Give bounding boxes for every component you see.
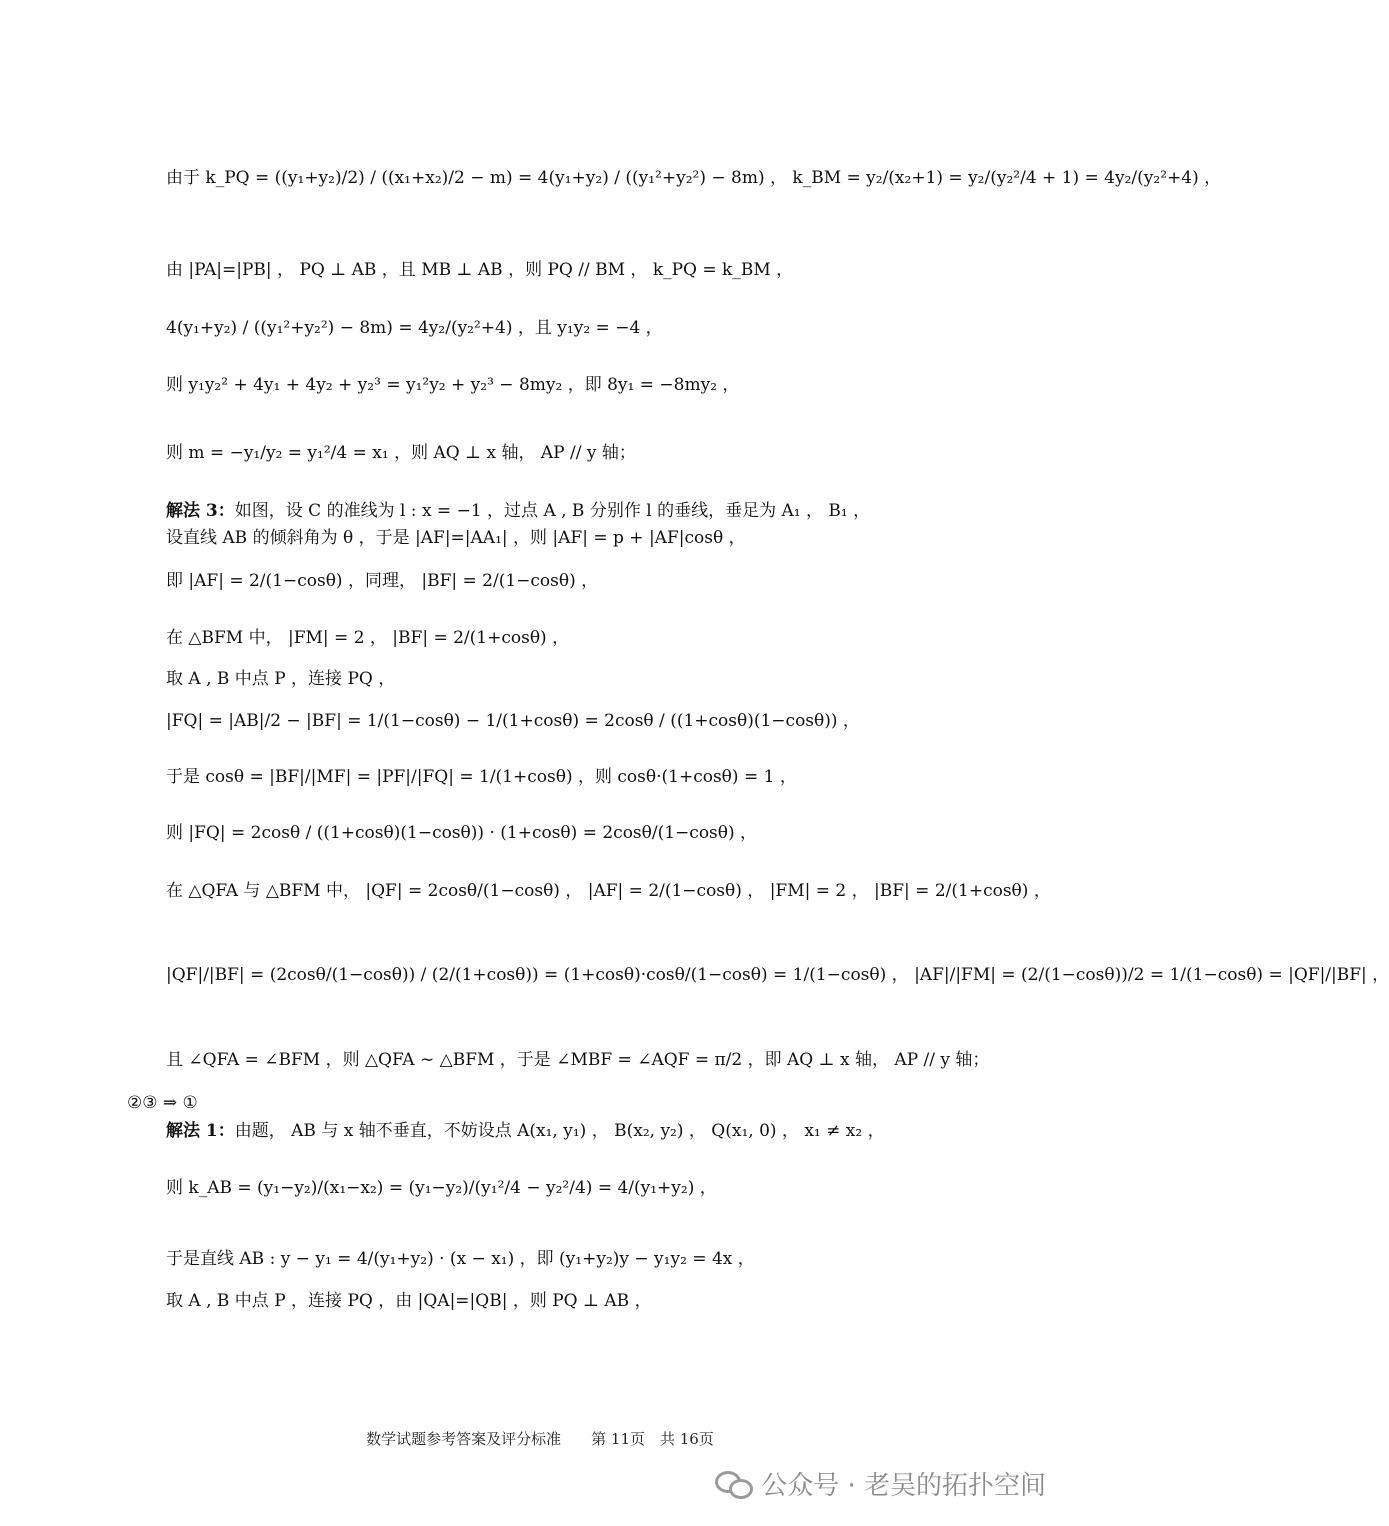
line-text: 则 y₁y₂² + 4y₁ + 4y₂ + y₂³ = y₁²y₂ + y₂³ − 8my₂ ，即 8y₁ = −8my₂ ，: [166, 375, 740, 395]
line-text: 取 A , B 中点 P ，连接 PQ ，: [166, 669, 396, 689]
line-text: 于是 cosθ = |BF|/|MF| = |PF|/|FQ| = 1/(1+cosθ) ，则 cosθ·(1+cosθ) = 1 ，: [166, 767, 797, 787]
solution-label: 解法 3：: [166, 501, 235, 521]
line-text: |FQ| = |AB|/2 − |BF| = 1/(1−cosθ) − 1/(1+cosθ) = 2cosθ / ((1+cosθ)(1−cosθ)) ，: [166, 711, 860, 731]
solution-line: [127, 1090, 1040, 1116]
line-text: 由 |PA|=|PB| ， PQ ⊥ AB ，且 MB ⊥ AB ，则 PQ // BM ， k_PQ = k_BM ，: [166, 260, 794, 280]
line-text: 4(y₁+y₂) / ((y₁²+y₂²) − 8m) = 4y₂/(y₂²+4) ，且 y₁y₂ = −4 ，: [166, 318, 663, 338]
page-footer: 数学试题参考答案及评分标准 第 11页 共 16页: [366, 1430, 714, 1448]
solution-line: [166, 1047, 1040, 1073]
solution-line: [166, 1118, 1040, 1144]
line-text: 则 k_AB = (y₁−y₂)/(x₁−x₂) = (y₁−y₂)/(y₁²/4 − y₂²/4) = 4/(y₁+y₂) ，: [166, 1178, 717, 1198]
line-text: 如图，设 C 的准线为 l : x = −1 ，过点 A , B 分别作 l 的垂线，垂足为 A₁ ， B₁ ，: [234, 501, 871, 521]
solution-line: [166, 165, 1222, 191]
solution-line: [166, 315, 1040, 341]
solution-line: [166, 708, 1040, 734]
solution-line: [166, 1175, 1040, 1201]
watermark: [715, 1465, 1046, 1502]
solution-line: [166, 1288, 1040, 1314]
solution-line: [166, 764, 1040, 790]
line-text: ②③ ⇒ ①: [127, 1093, 198, 1113]
line-text: 则 m = −y₁/y₂ = y₁²/4 = x₁ ，则 AQ ⊥ x 轴， AP // y 轴；: [166, 443, 636, 463]
line-text: 在 △BFM 中， |FM| = 2 ， |BF| = 2/(1+cosθ) ，: [166, 628, 570, 648]
line-text: 由题， AB 与 x 轴不垂直，不妨设点 A(x₁, y₁) ， B(x₂, y₂) ， Q(x₁, 0) ， x₁ ≠ x₂ ，: [234, 1121, 885, 1141]
solution-line: [166, 962, 1389, 988]
line-text: 即 |AF| = 2/(1−cosθ) ，同理， |BF| = 2/(1−cosθ) ，: [166, 571, 599, 591]
line-text: 设直线 AB 的倾斜角为 θ ，于是 |AF|=|AA₁| ，则 |AF| = p + |AF|cosθ ，: [166, 528, 746, 548]
solution-line: [166, 372, 1040, 398]
line-text: 则 |FQ| = 2cosθ / ((1+cosθ)(1−cosθ)) · (1+cosθ) = 2cosθ/(1−cosθ) ，: [166, 823, 758, 843]
solution-line: [166, 440, 1040, 466]
solution-line: [166, 666, 1040, 692]
line-text: 在 △QFA 与 △BFM 中， |QF| = 2cosθ/(1−cosθ) ， |AF| = 2/(1−cosθ) ， |FM| = 2 ， |BF| = 2/(1+cosθ) ，: [166, 881, 1051, 901]
line-text: 于是直线 AB : y − y₁ = 4/(y₁+y₂) · (x − x₁) ，即 (y₁+y₂)y − y₁y₂ = 4x ，: [166, 1249, 755, 1269]
solution-line: [166, 878, 1051, 904]
solution-line: [166, 525, 1040, 551]
line-text: 且 ∠QFA = ∠BFM ，则 △QFA ∼ △BFM ，于是 ∠MBF = ∠AQF = π/2 ，即 AQ ⊥ x 轴， AP // y 轴；: [166, 1050, 990, 1070]
watermark-text: 公众号 · 老吴的拓扑空间: [761, 1471, 1046, 1501]
solution-line: [166, 625, 1040, 651]
solution-line: [166, 820, 1040, 846]
wechat-icon: [715, 1469, 753, 1499]
line-text: |QF|/|BF| = (2cosθ/(1−cosθ)) / (2/(1+cosθ)) = (1+cosθ)·cosθ/(1−cosθ) = 1/(1−cosθ) ， |AF|/|FM| = (2/(1−cosθ))/2 = 1/(1−cosθ) = |QF|/|BF| ，: [166, 965, 1389, 985]
solution-line: [166, 1246, 1040, 1272]
line-text: 由于 k_PQ = ((y₁+y₂)/2) / ((x₁+x₂)/2 − m) = 4(y₁+y₂) / ((y₁²+y₂²) − 8m) ， k_BM = y₂/(x₂+1) = y₂/(y₂²/4 + 1) = 4y₂/(y₂²+4) ，: [166, 168, 1222, 188]
solution-label: 解法 1：: [166, 1121, 235, 1141]
line-text: 取 A , B 中点 P ，连接 PQ ，由 |QA|=|QB| ，则 PQ ⊥ AB ，: [166, 1291, 652, 1311]
solution-line: [166, 257, 1040, 283]
solution-line: [166, 568, 1040, 594]
solution-line: [166, 498, 1040, 524]
